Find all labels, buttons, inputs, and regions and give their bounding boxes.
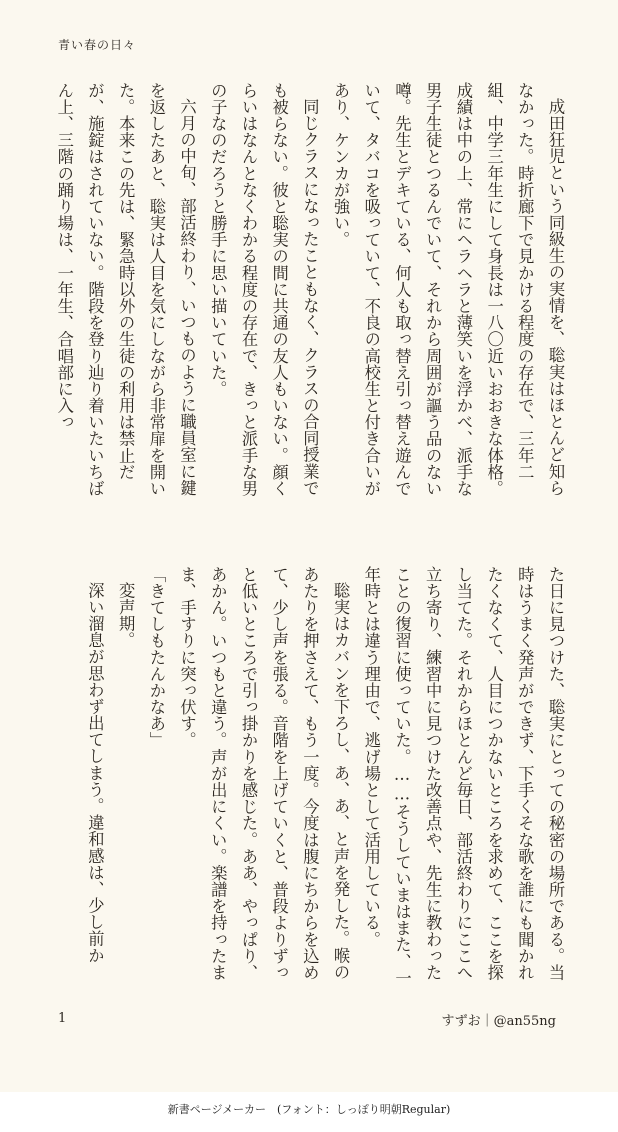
paragraph: 同じクラスになったこともなく、クラスの合同授業でも被らない。彼と聡実の間に共通の友人もいない。顔くらいはなんとなくわかる程度の存在で、きっと派手な男の子なのだろうと勝手に思い描いていた。 bbox=[208, 82, 320, 497]
paragraph: 六月の中旬、部活終わり、いつものように職員室に鍵を返したあと、聡実は人目を気にしながら非常扉を開いた。本来この先は、緊急時以外の生徒の利用は禁止だが、施錠はされていない。階段を登り辿り着いたいちばん上、三階の踊り場は、一年生、合唱部に入っ bbox=[54, 82, 197, 497]
body-text-upper bbox=[50, 82, 570, 512]
dialogue-line: 「きてしもたんかなあ」 bbox=[146, 566, 166, 749]
paragraph: 深い溜息が思わず出てしまう。違和感は、少し前か bbox=[85, 582, 105, 964]
paragraph: 聡実はカバンを下ろし、あ、あ、と声を発した。喉のあたりを押さえて、もう一度。今度は腹にちからを込めて、少し声を張る。音階を上げていくと、普段よりずっと低いところで引っ掛かりを感じた。ああ、やっぱり、あかん。いつもと違う。声が出にくい。楽譜を持ったまま、手すりに突っ伏す。 bbox=[177, 566, 351, 981]
book-title: 青い春の日々 bbox=[58, 38, 137, 52]
page-number: 1 bbox=[58, 1011, 67, 1026]
paragraph: 変声期。 bbox=[116, 582, 136, 649]
author-credit: すずお｜@an55ng bbox=[441, 1014, 556, 1029]
paragraph: た日に見つけた、聡実にとっての秘密の場所である。当時はうまく発声ができず、下手くそな歌を誰にも聞かれたくなくて、人目につかないところを求めて、ここを探し当てた。それからほとんど毎日、部活終わりにここへ立ち寄り、練習中に見つけた改善点や、先生に教わったことの復習に使っていた。……そうしていまはまた、一年時とは違う理由で、逃げ場として活用している。 bbox=[361, 566, 565, 987]
paragraph: 成田狂児という同級生の実情を、聡実はほとんど知らなかった。時折廊下で見かける程度の存在で、三年二組、中学三年生にして身長は一八〇近いおおきな体格。成績は中の上、常にヘラヘラと薄笑いを浮かべ、派手な男子生徒とつるんでいて、それから周囲が謳う品のない噂。先生とデキている、何人も取っ替え引っ替え遊んでいて、タバコを吸っていて、不良の高校生と付き合いがあり、ケンカが強い。 bbox=[331, 82, 565, 497]
generator-credit: 新書ページメーカー (フォント：しっぽり明朝Regular) bbox=[167, 1103, 451, 1116]
body-text-lower bbox=[50, 566, 570, 996]
